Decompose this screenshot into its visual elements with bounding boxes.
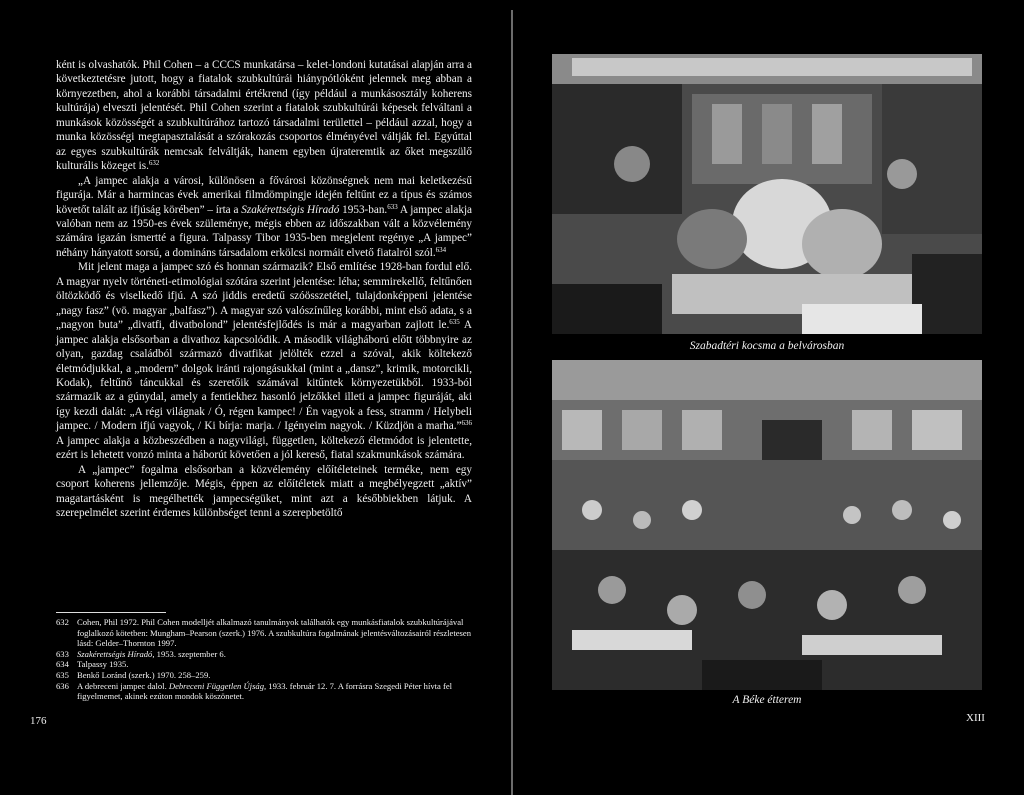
footnote-632: 632 Cohen, Phil 1972. Phil Cohen modelljét alkalmazó tanulmányok találhatók egy munkásfiatalok szubkultúrájával foglalkozó kötetben: Mungham–Pearson (szerk.) 1976. A szubkultúra fogalmának jelentésváltozásairól részletesen lásd: Gelder–Thornton 1997. <box>56 617 471 649</box>
right-page <box>516 0 1024 795</box>
journal-title: Szakérettségis Híradó <box>241 203 340 216</box>
page-number-left: 176 <box>30 715 47 727</box>
book-gutter <box>511 10 513 795</box>
page-number-right: XIII <box>966 712 985 724</box>
footnote-ref-635: 635 <box>449 318 460 327</box>
caption-beke-restaurant: A Béke étterem <box>732 694 802 706</box>
footnote-rule <box>56 612 166 613</box>
footnote-ref-634: 634 <box>435 245 447 254</box>
photo-outdoor-pub <box>552 54 982 334</box>
caption-outdoor-pub: Szabadtéri kocsma a belvárosban <box>689 340 845 352</box>
footnote-633: 633 Szakérettségis Híradó, 1953. szeptember 6. <box>56 648 226 659</box>
footnote-636: 636 A debreceni jampec dalol. Debreceni Független Újság, 1933. február 12. 7. A forrásra Szegedi Péter hívta fel figyelmemet, akinek ezúton mondok köszönetet. <box>56 680 453 702</box>
beke-restaurant-photo-image <box>552 360 982 690</box>
footnote-635: 635 Benkő Loránd (szerk.) 1970. 258–259. <box>56 669 211 680</box>
photo-beke-restaurant <box>552 360 982 690</box>
footnote-634: 634 Talpassy 1935. <box>56 659 129 670</box>
paragraph-1: ként is olvashatók. Phil Cohen – a CCCS munkatársa – kelet-londoni kutatásai alapján arra a következtetésre jutott, hogy a fiatalok szubkultúrái hiánypótlóként jelennek meg abban a környezetben, ahol a korábbi társadalmi értékrend (így például a munkásosztály koherens kultúrája) elveszti jelentését. Phil Cohen szerint a fiatalok szubkultúrái képesek felváltani a munkások közösségét a szubkultúrához tartozó társadalmi területtel – például azzal, hogy a munka közösségi megtapasztalását a szórakozás csoportos élményével váltják fel. Egyúttal az egyes szubkultúrák nemcsak felváltják, hanem egyben újrateremtik az őket megszülő kulturális közeget is.$^{632}$ <box>56 59 472 173</box>
body-text <box>56 58 472 521</box>
paragraph-3: Mit jelent maga a jampec szó és honnan származik? Első említése 1928-ban fordul elő. A magyar nyelv történeti-etimológiai szótára szerint jelentése: léha; semmirekellő, feltűnően öltözködő és viselkedő ifjú. A szó jiddis eredetű szóösszetétel, tulajdonképpeni jelentése „nagy fasz” (vö. magyar „balfasz”). A magyar szó valószínűleg korábbi, mint első adata, s a „nagyon buta” „divatfi, divatbolond” jelentésfejlődés is már a magyarban zajlott le.$^{635}$ A jampec alakja elsősorban a divathoz kapcsolódik. A második világháború előtt többnyire az olyan, gazdag családból származó divatfikat jelölték ezzel a szóval, akik költekező életmódjukkal, a „modern” dolgok iránti rajongásukkal (mint a „dansz”, krimik, motorcikli, Kodak), feltűnő táncukkal és szeretőik számával kitűntek környezetükből. 1933-ból származik az a gúnydal, amely a fentiekhez hasonló jelzőkkel illeti a jampec figuráját, aki így kezdi dalát: „A régi világnak / Ó, régen kampec! / Én vagyok a fess, stramm / Helybeli jampec. / Modern ifjú vagyok, / Ki bírja: marja. / Igényeim nagyok. / Küzdjön a marha.”$^{636}$ A jampec alakja a közbeszédben a nagyvilági, független, költekező életmódot is jelentette, ezért is lehetett vonzó minta a háborút követően a jól kereső, fiatal szakmunkások számára. <box>56 261 472 462</box>
footnote-ref-632: 632 <box>148 159 160 168</box>
paragraph-2: „A jampec alakja a városi, különösen a fővárosi közönségnek nem mai keletkezésű figurája. Már a harmincas évek amerikai filmdömpingje idején feltűnt ez a típus és számos követőt talált az ifjúság körében” – írta a Szakérettségis Híradó 1953-ban.$^{633}$ A jampec alakja valóban nem az 1950-es évek szüleménye, mégis ebben az időszakban vált a közvélemény számára igazán ismertté a figura. Talpassy Tibor 1935-ben megjelent regénye „A jampec” néhány hányatott sorsú, a domináns társadalom erkölcsi normáit elvető fiatalról szól.$^{634}$ <box>56 174 473 259</box>
outdoor-pub-photo-image <box>552 54 982 334</box>
footnotes <box>56 612 476 702</box>
paragraph-4: A „jampec” fogalma elsősorban a közvélemény előítéleteinek terméke, nem egy csoport koherens jellemzője. Mégis, éppen az előítéletek miatt a megbélyegzett „aktív” magatartásként is megélhették jampecségüket, mint azt a későbbiekben látjuk. A szerepelmélet szerint érdemes különbséget tenni a szerepbetöltő <box>56 463 472 520</box>
footnote-ref-636: 636 <box>461 419 472 428</box>
footnote-ref-633: 633 <box>387 202 398 211</box>
